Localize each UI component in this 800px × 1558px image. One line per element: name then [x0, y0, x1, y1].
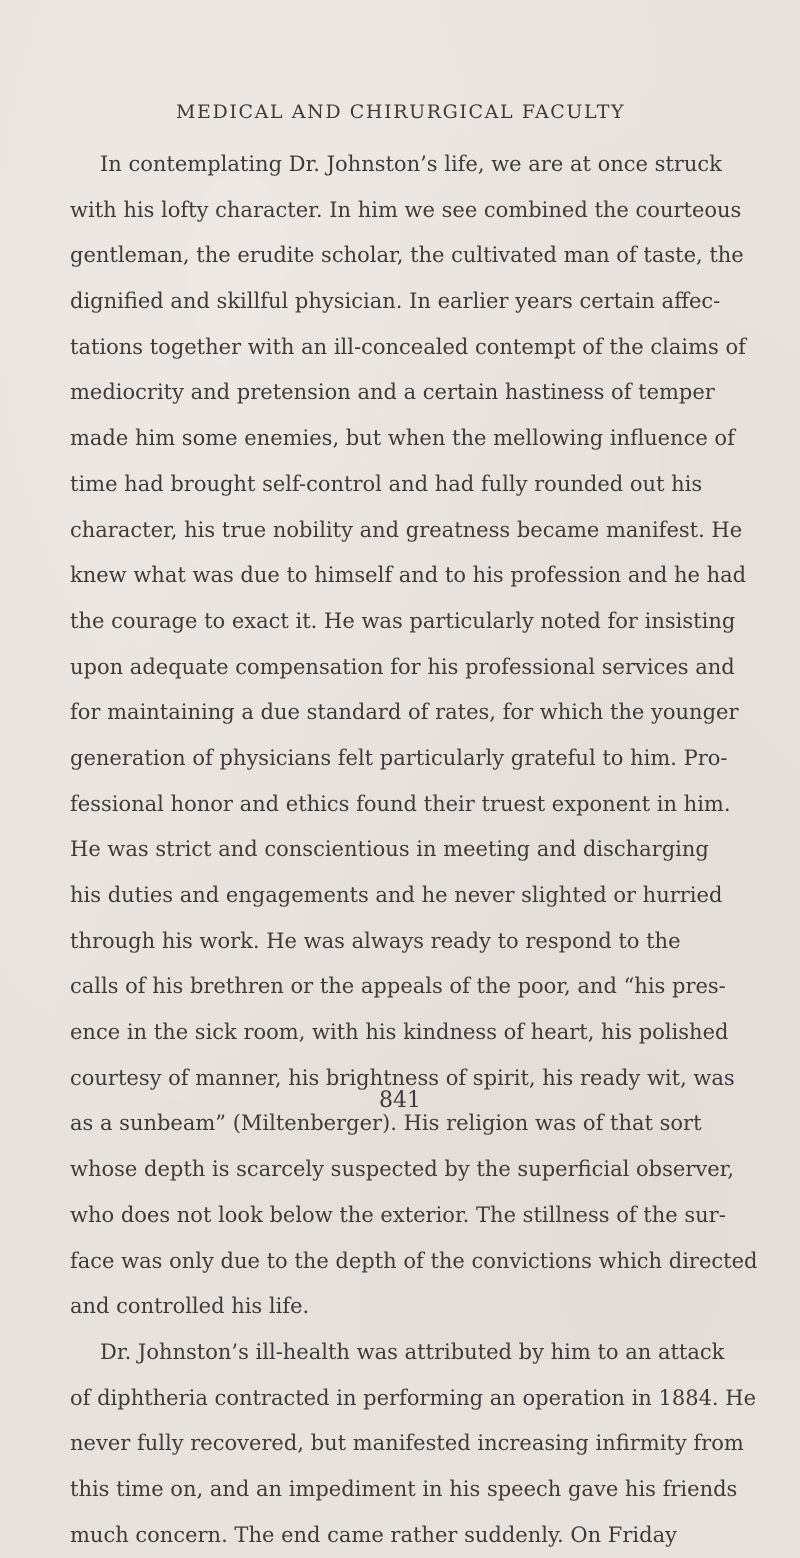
body-text	[70, 142, 758, 1558]
text-line: much concern. The end came rather suddenly. On Friday	[70, 1522, 677, 1547]
text-line: courtesy of manner, his brightness of spirit, his ready wit, was	[70, 1065, 735, 1090]
page-number: 841	[379, 1088, 421, 1113]
text-line: In contemplating Dr. Johnston’s life, we are at once struck	[100, 152, 722, 176]
running-head: MEDICAL AND CHIRURGICAL FACULTY	[176, 101, 626, 123]
text-line: knew what was due to himself and to his profession and he had	[70, 563, 747, 588]
text-line: time had brought self-control and had fully rounded out his	[70, 471, 703, 496]
text-line: ence in the sick room, with his kindness of heart, his polished	[70, 1020, 729, 1045]
text-line: through his work. He was always ready to respond to the	[70, 928, 681, 953]
text-line: the courage to exact it. He was particularly noted for insisting	[70, 608, 736, 633]
text-line: fessional honor and ethics found their truest exponent in him.	[70, 791, 731, 816]
text-line: of diphtheria contracted in performing an operation in 1884. He	[70, 1385, 757, 1410]
text-line: generation of physicians felt particularly grateful to him. Pro-	[70, 745, 728, 770]
text-line: Dr. Johnston’s ill-health was attributed by him to an attack	[100, 1339, 725, 1364]
text-line: his duties and engagements and he never slighted or hurried	[70, 883, 723, 907]
text-line: character, his true nobility and greatness became manifest. He	[70, 517, 743, 542]
text-line: who does not look below the exterior. The stillness of the sur-	[70, 1202, 726, 1227]
text-line: gentleman, the erudite scholar, the cultivated man of taste, the	[70, 243, 744, 268]
text-line: upon adequate compensation for his professional services and	[70, 654, 735, 679]
text-line: calls of his brethren or the appeals of the poor, and “his pres-	[70, 974, 726, 999]
text-line: as a sunbeam” (Miltenberger). His religion was of that sort	[70, 1111, 702, 1136]
text-line: whose depth is scarcely suspected by the superficial observer,	[70, 1157, 735, 1182]
text-line: for maintaining a due standard of rates, for which the younger	[70, 700, 739, 725]
text-line: and controlled his life.	[70, 1294, 310, 1319]
text-line: never fully recovered, but manifested increasing infirmity from	[70, 1431, 744, 1456]
text-line: He was strict and conscientious in meeting and discharging	[70, 837, 709, 862]
text-line: dignified and skillful physician. In earlier years certain affec-	[70, 289, 721, 314]
text-line: this time on, and an impediment in his speech gave his friends	[70, 1476, 738, 1501]
text-line: made him some enemies, but when the mellowing influence of	[70, 426, 735, 451]
text-line: face was only due to the depth of the convictions which directed	[70, 1248, 758, 1273]
text-line: with his lofty character. In him we see combined the courteous	[70, 197, 742, 222]
text-line: tations together with an ill-concealed contempt of the claims of	[70, 334, 746, 359]
text-line: mediocrity and pretension and a certain hastiness of temper	[70, 380, 715, 405]
